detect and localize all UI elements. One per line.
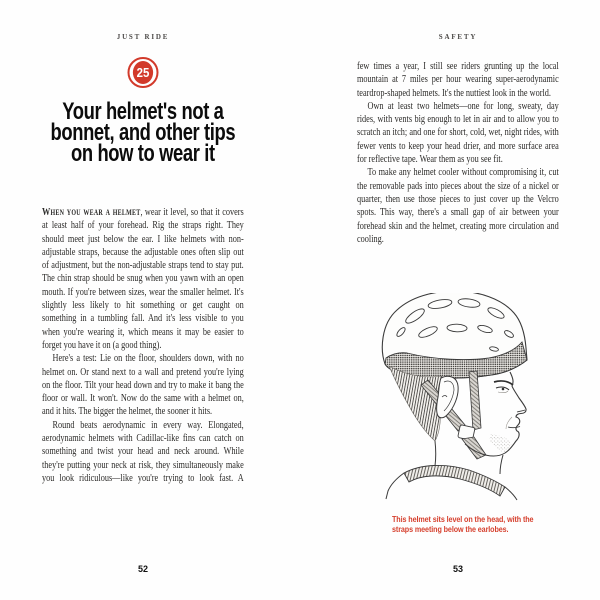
neck-front-line [500,455,503,474]
nape-line [435,441,436,466]
left-shoulder-line [386,473,404,499]
front-strap [469,371,481,430]
body-paragraph: Here's a test: Lie on the floor, shoulders down, with no helmet on. Or stand next to a wall and pretend you're lying on the floor. Tilt your head down and try to make it bang the floor or wall. It won't. Now do the same with a helmet on, and it hits. The bigger the helmet, the sooner it hits. [42,352,244,418]
right-body-copy [357,60,559,246]
body-paragraph: few times a year, I still see riders grunting up the local mountain at 7 miles per hour wearing super-aerodynamic teardrop-shaped helmets. It's the nuttiest look in the world. [357,60,559,99]
lead-in: When you wear a helmet [42,206,141,218]
mouth-line [508,427,520,428]
page-number-right: 53 [452,564,463,574]
shirt-collar [404,465,505,496]
eyebrow [494,381,513,385]
chapter-title [42,98,244,167]
page-number-left: 52 [137,564,148,574]
running-head-left: JUST RIDE [116,33,170,41]
ear [437,376,459,418]
hair [389,366,442,441]
eye-pupil [502,388,505,391]
body-paragraph: Round beats aerodynamic in every way. Elongated, aerodynamic helmets with Cadillac-like fins can catch on something and twist your head and neck around. While they're putting your neck at risk, they simultaneously make you look ridiculous—like you're trying to look fast. A [42,418,244,484]
paragraph-text: , wear it level, so that it covers at least half of your forehead. Rig the straps right. They should meet just below the ear. I like helmets with non-adjustable straps, because the adjustable ones often slip out of adjustment, but the non-adjustable straps tend to stay put. The chin strap should be snug when you yawn with an open mouth. If you're between sizes, wear the smaller helmet. It's slightly less likely to hit something or get caught on something in a tumbling fall. And it's less visible to you when you're wearing it, which means it may be easier to forget you have it on (a good thing). [42,206,244,351]
helmet-head-illustration [367,293,567,513]
chin-strap [462,437,486,459]
illustration-caption: This helmet sits level on the head, with the straps meeting below the earlobes. [392,515,534,534]
body-paragraph: Own at least two helmets—one for long, sweaty, day rides, with vents big enough to let in air and to allow you to scratch an itch; and one for short, cold, wet, night rides, with fewer vents to keep your head drier, and more surface area for reflective tape. Wear them as you see fit. [357,99,559,166]
nostril [517,410,525,412]
chin-stubble [489,434,511,453]
eye-lower-lid [498,391,508,393]
right-shoulder-line [505,487,517,500]
running-head-right: SAFETY [438,33,478,41]
body-paragraph: To make any helmet cooler without compromising it, cut the removable pads into pieces about the size of a nickel or quarter, then use those pieces to just cover up the Velcro spots. This way, there's a small gap of air between your forehead skin and the helmet, creating more circulation and cooling. [357,166,559,245]
left-body-copy [42,206,244,485]
title-line: Your helmet's not a [62,98,224,125]
chapter-number: 25 [133,61,153,84]
body-paragraph [42,206,244,352]
chapter-badge [128,57,159,88]
right-page [357,0,559,600]
left-page [42,0,244,600]
title-line: on how to wear it [71,140,215,167]
title-line: bonnet, and other tips [50,119,236,146]
